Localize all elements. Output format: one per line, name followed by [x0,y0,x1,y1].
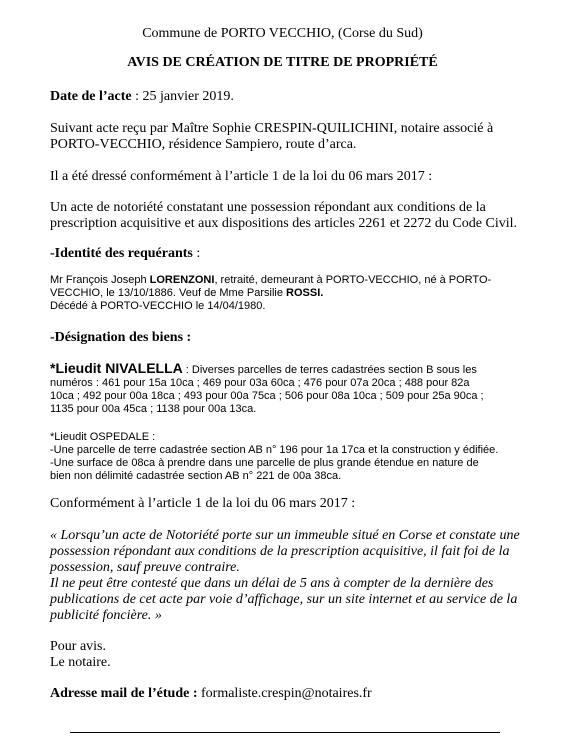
quote-line: Il ne peut être contesté que dans un délai de 5 ans à compter de la dernière des [50,576,494,591]
lieudit-ospedale [50,431,527,483]
conformement-statement: Conformément à l’article 1 de la loi du 06 mars 2017 : [50,496,356,511]
lieudit-line: 10ca ; 492 pour 00a 18ca ; 493 pour 00a 75ca ; 506 pour 08a 10ca ; 509 pour 25a 90ca ; [50,390,484,402]
email-label: Adresse mail de l’étude : [50,686,198,701]
lieudit-line: numéros : 461 pour 15a 10ca ; 469 pour 03a 60ca ; 476 pour 07a 20ca ; 488 pour 82a [50,377,470,389]
email-value: formaliste.crespin@notaires.fr [197,686,372,701]
biens-heading: -Désignation des biens : [50,330,192,345]
lieudit-line: 1135 pour 00a 45ca ; 1138 pour 00a 13ca. [50,403,257,415]
lieudit-line: -Une parcelle de terre cadastrée section AB n° 196 pour 1a 17ca et la construction y édifiée. [50,444,499,456]
intro-line: PORTO-VECCHIO, résidence Sampiero, route d’arca. [50,137,357,152]
quote-line: possession, sauf preuve contraire. [50,560,240,575]
intro-paragraph [50,121,527,153]
legal-quote [50,528,527,624]
requerant-surname: LORENZONI [149,274,215,286]
commune-line: Commune de PORTO VECCHIO, (Corse du Sud) [142,26,423,41]
requerant-line: VECCHIO, le 13/10/1886. Veuf de Mme Parsilie ROSSI. [50,287,324,299]
lieudit-prefix: *Lieudit [50,360,106,376]
lieudit-name: NIVALELLA [105,360,183,376]
closing-line: Pour avis. [50,639,106,654]
act-date [50,89,527,105]
lieudit-title: *Lieudit OSPEDALE : [50,431,156,443]
lieudit-line: -Une surface de 08ca à prendre dans une parcelle de plus grande étendue en nature de [50,457,479,469]
notoriete-line: prescription acquisitive et aux dispositions des articles 2261 et 2272 du Code Civil. [50,216,517,231]
quote-line: possession répondant aux conditions de la prescription acquisitive, il fait foi de la [50,544,510,559]
act-date-value: : 25 janvier 2019. [131,89,234,104]
notoriete-paragraph [50,200,527,232]
requerant-line: Mr François Joseph LORENZONI, retraité, demeurant à PORTO-VECCHIO, né à PORTO- [50,274,492,286]
intro-line: Suivant acte reçu par Maître Sophie CRESPIN-QUILICHINI, notaire associé à [50,121,494,136]
article-statement: Il a été dressé conformément à l’article 1 de la loi du 06 mars 2017 : [50,169,433,184]
quote-line: « Lorsqu’un acte de Notoriété porte sur un immeuble situé en Corse et constate une [50,528,520,543]
document-title: AVIS DE CRÉATION DE TITRE DE PROPRIÉTÉ [127,55,438,70]
requerants-details [50,274,527,313]
office-email [50,686,527,702]
quote-line: publicité foncière. » [50,608,162,623]
closing [50,639,527,671]
bottom-rule [70,732,500,733]
notoriete-line: Un acte de notoriété constatant une possession répondant aux conditions de la [50,200,486,215]
requerants-heading: -Identité des requérants : [50,246,201,261]
lieudit-line: bien non délimité cadastrée section AB n° 221 de 00a 38ca. [50,470,342,482]
lieudit-line: *Lieudit NIVALELLA : Diverses parcelles de terres cadastrées section B sous les [50,360,477,376]
lieudit-nivalella [50,362,527,416]
quote-line: publications de cet acte par voie d’affichage, sur un site internet et au service de la [50,592,518,607]
requerant-line: Décédé à PORTO-VECCHIO le 14/04/1980. [50,300,266,312]
spouse-surname: ROSSI. [286,287,324,299]
act-date-label: Date de l’acte [50,89,132,104]
closing-line: Le notaire. [50,655,111,670]
